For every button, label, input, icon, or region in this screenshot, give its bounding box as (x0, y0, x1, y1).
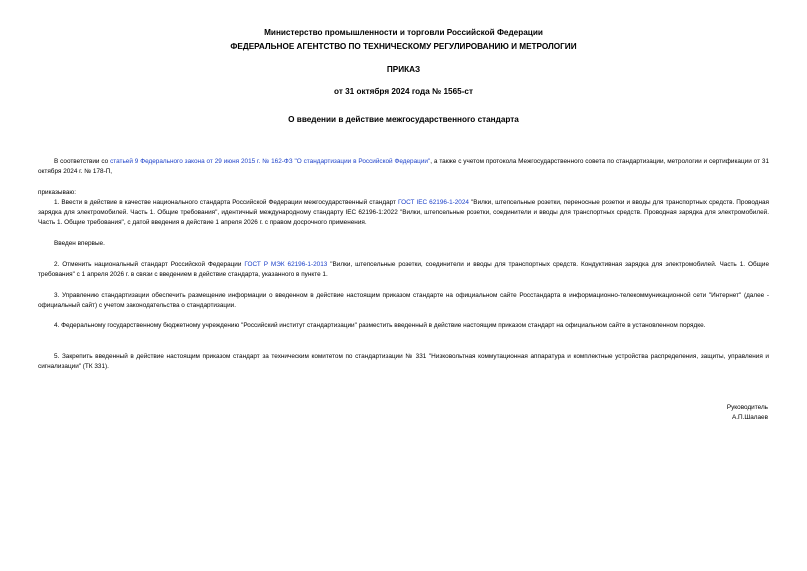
document-type: ПРИКАЗ (386, 65, 421, 74)
item-1-paragraph (38, 198, 769, 228)
item-1-text-after: "Вилки, штепсельные розетки, переносные розетки и вводы для транспортных средств. Проводная зарядка для электромобилей. Часть 1. Общие требования", идентичный международному стандарту IEC 62196-1:2022 "Вилки, штепсельные розетки, соединители и вводы для транспортных средств. Проводная зарядка для электромобилей. Часть 1. Общие требования", с датой введения в действие 1 апреля 2026 г. с правом досрочного применения. (38, 199, 770, 226)
signatory-title: Руководитель (726, 404, 768, 411)
document-date-number: от 31 октября 2024 года № 1565-ст (334, 87, 473, 96)
gost-iec-62196-1-2024-link[interactable]: ГОСТ IEC 62196-1-2024 (398, 199, 469, 206)
agency-name: ФЕДЕРАЛЬНОЕ АГЕНТСТВО ПО ТЕХНИЧЕСКОМУ РЕГУЛИРОВАНИЮ И МЕТРОЛОГИИ (230, 42, 577, 51)
gost-r-mek-62196-1-2013-link[interactable]: ГОСТ Р МЭК 62196-1-2013 (244, 261, 328, 268)
intro-paragraph (38, 157, 769, 177)
first-introduced-note: Введен впервые. (54, 240, 105, 247)
item-2-text-after: "Вилки, штепсельные розетки, соединители и вводы для транспортных средств. Кондуктивная зарядка для электромобилей. Часть 1. Общие требования" с 1 апреля 2026 г. в связи с введением в действие стандарта, указанного в пункте 1. (38, 261, 770, 278)
intro-text-before: В соответствии со (54, 158, 111, 165)
item-2-paragraph (38, 260, 769, 280)
document-subject: О введении в действие межгосударственного стандарта (288, 115, 519, 124)
order-word: приказываю: (38, 189, 76, 196)
item-3-paragraph: 3. Управлению стандартизации обеспечить размещение информации о введенном в действие настоящим приказом стандарте на официальном сайте Росстандарта в информационно-телекоммуникационной сети "Интернет" (далее - официальный сайт) с учетом законодательства о стандартизации. (38, 292, 769, 309)
item-5-paragraph: 5. Закрепить введенный в действие настоящим приказом стандарт за техническим комитетом по стандартизации № 331 "Низковольтная коммутационная аппаратура и комплектные устройства распределения, защиты, управления и сигнализации" (ТК 331). (38, 353, 769, 370)
federal-law-link[interactable]: статьей 9 Федерального закона от 29 июня 2015 г. № 162-ФЗ "О стандартизации в Российской Федерации" (110, 158, 431, 165)
item-1-text-before: 1. Ввести в действие в качестве национального стандарта Российской Федерации межгосударственный стандарт (54, 199, 399, 206)
ministry-name: Министерство промышленности и торговли Российской Федерации (264, 28, 543, 37)
signatory-name: А.П.Шалаев (731, 414, 768, 421)
intro-text-after: , а также с учетом протокола Межгосударственного совета по стандартизации, метрологии и сертификации от 31 октября 2024 г. № 178-П, (38, 158, 769, 175)
item-2-text-before: 2. Отменить национальный стандарт Российской Федерации (54, 261, 245, 268)
item-4-paragraph: 4. Федеральному государственному бюджетному учреждению "Российский институт стандартизации" разместить введенный в действие настоящим приказом стандарт на официальном сайте в установленном порядке. (54, 322, 706, 329)
